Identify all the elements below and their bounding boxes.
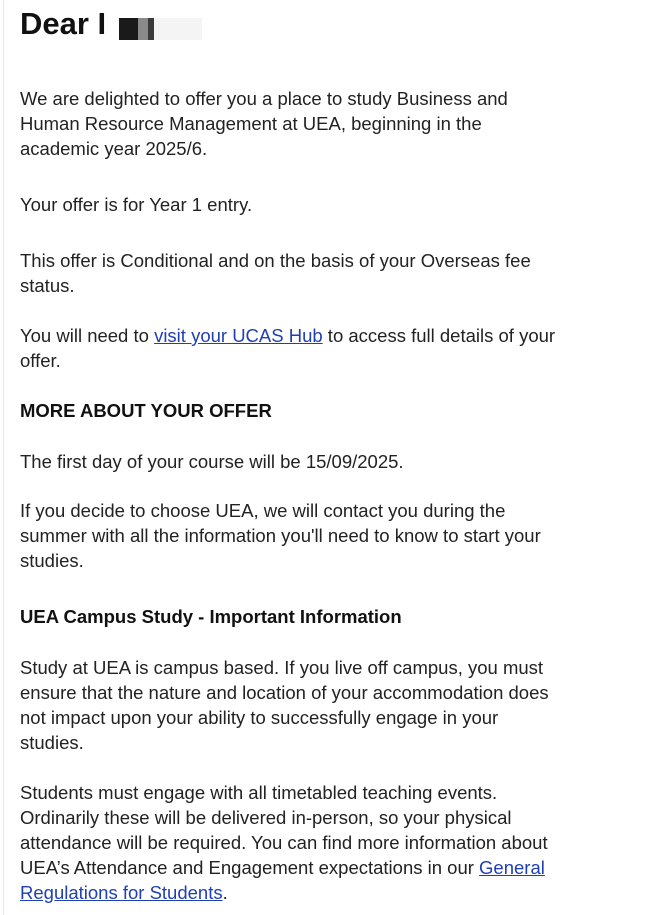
greeting-heading: Dear I: [20, 6, 107, 41]
engagement-text-before: Students must engage with all timetabled teaching events. Ordinarily these will be delivered in-person, so your physical attendance will be required. You can find more information about UEA’s Attendance and Engagement expectations in our: [20, 782, 548, 878]
first-day-paragraph: The first day of your course will be 15/09/2025.: [20, 451, 404, 472]
ucas-paragraph: [20, 323, 560, 373]
campus-heading: UEA Campus Study - Important Information: [20, 606, 402, 627]
redaction-block: [119, 18, 138, 40]
conditional-paragraph: This offer is Conditional and on the basis of your Overseas fee status.: [20, 250, 531, 296]
left-border: [3, 0, 4, 915]
redaction-block: [138, 18, 148, 40]
engagement-text-after: .: [222, 882, 228, 903]
ucas-hub-link[interactable]: visit your UCAS Hub: [154, 325, 323, 346]
more-about-heading: MORE ABOUT YOUR OFFER: [20, 400, 272, 421]
entry-paragraph: Your offer is for Year 1 entry.: [20, 194, 253, 215]
contact-paragraph: If you decide to choose UEA, we will contact you during the summer with all the information you'll need to know to start your studies.: [20, 500, 541, 571]
ucas-text-before: You will need to: [20, 325, 155, 346]
general-regulations-link[interactable]: General Regulations for Students: [20, 857, 545, 903]
offer-intro-paragraph: We are delighted to offer you a place to study Business and Human Resource Management at UEA, beginning in the academic year 2025/6.: [20, 88, 508, 159]
campus-based-paragraph: Study at UEA is campus based. If you live off campus, you must ensure that the nature and location of your accommodation does not impact upon your ability to successfully engage in your studies.: [20, 657, 549, 753]
engagement-paragraph: [20, 780, 560, 905]
redaction-block: [154, 18, 202, 40]
ucas-text-after: to access full details of your offer.: [20, 325, 556, 371]
